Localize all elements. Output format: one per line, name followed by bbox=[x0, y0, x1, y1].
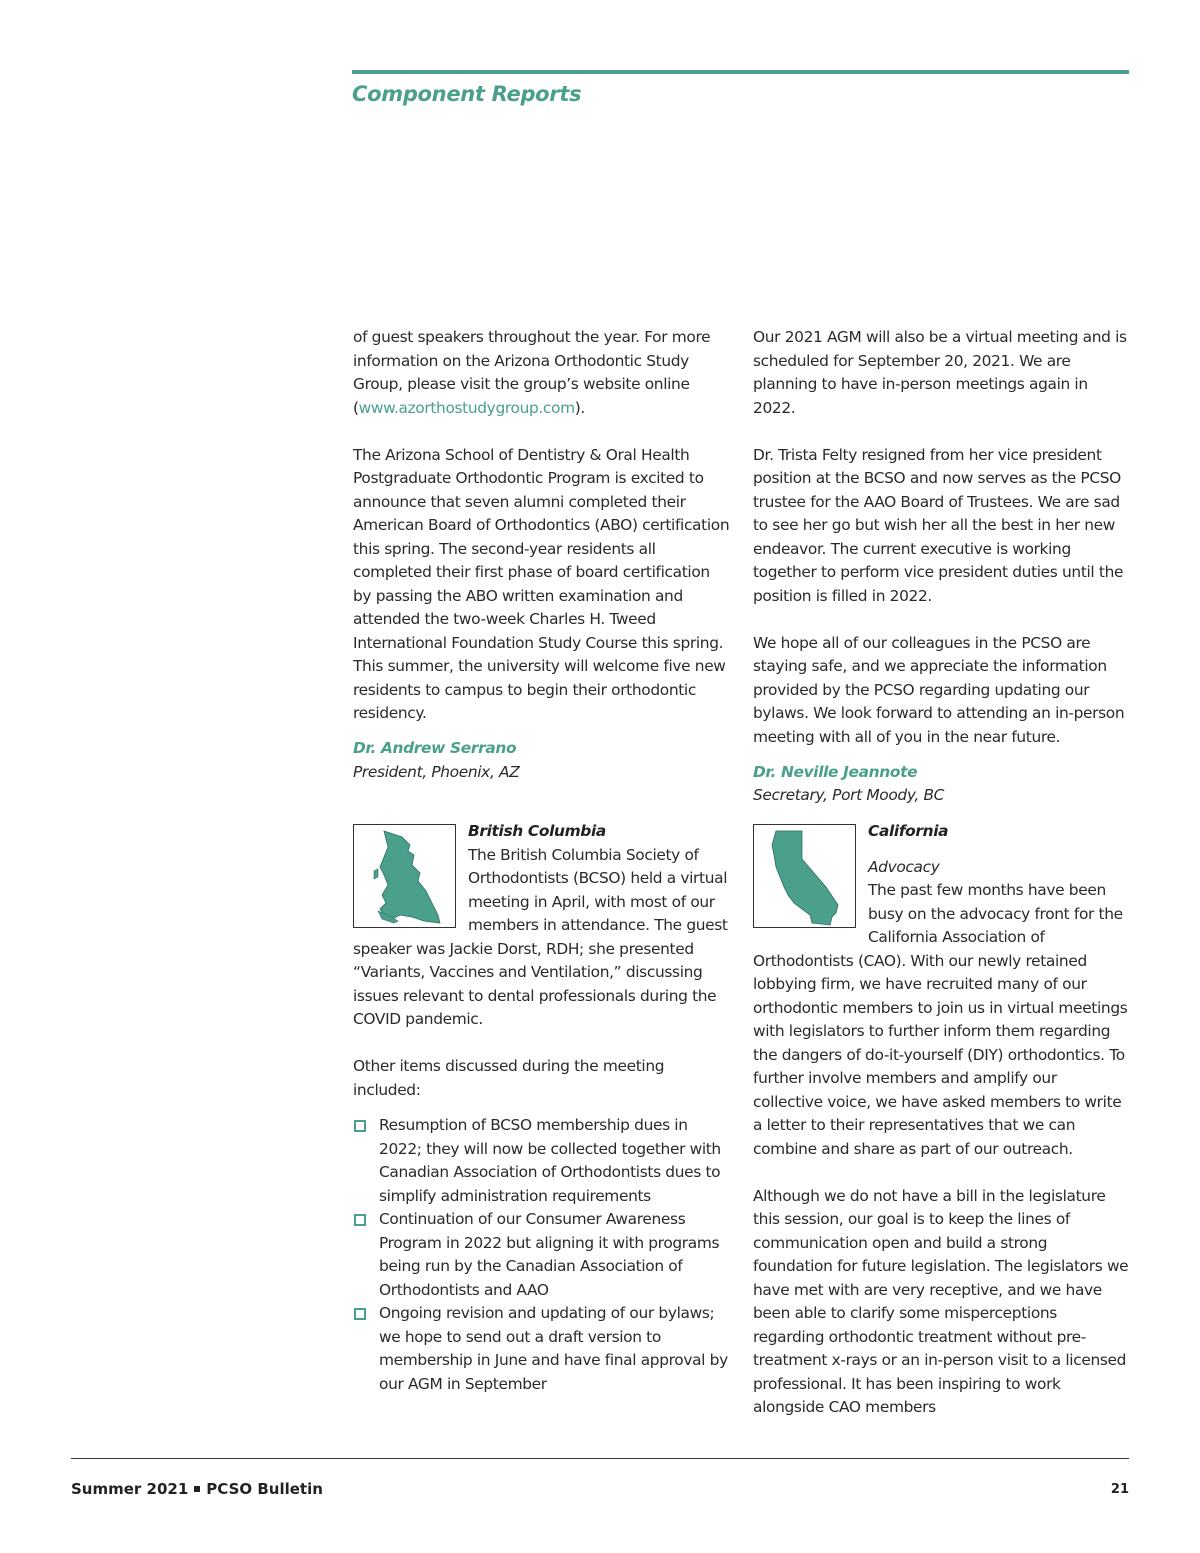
british-columbia-report bbox=[353, 820, 731, 1396]
bc-paragraph-2: Dr. Trista Felty resigned from her vice president position at the BCSO and now serves as the PCSO trustee for the AAO Board of Trustees. We are sad to see her go but wish her all the best in her new endeavor. The current executive is working together to perform vice president duties until the position is filled in 2022. bbox=[753, 445, 1124, 605]
section-title: Component Reports bbox=[352, 82, 582, 106]
california-report bbox=[753, 820, 1131, 1443]
study-group-link[interactable]: www.azorthostudygroup.com bbox=[358, 398, 575, 417]
california-paragraph-2: Although we do not have a bill in the legislature this session, our goal is to keep the lines of communication open and build a strong foundation for future legislation. The legislators we have met with are very receptive, and we have been able to clarify some misperceptions regarding orthodontic treatment without pre-treatment x-rays or an in-person visit to a licensed professional. It has been inspiring to work alongside CAO members bbox=[753, 1186, 1129, 1416]
list-item: Ongoing revision and updating of our bylaws; we hope to send out a draft version to membership in June and have final approval by our AGM in September bbox=[353, 1302, 731, 1396]
bc-report-paragraph-1: The British Columbia Society of Orthodontists (BCSO) held a virtual meeting in April, with most of our members in attendance. The guest speaker was Jackie Dorst, RDH; she presented “Variants, Vaccines and Ventilation,” discussing issues relevant to dental professionals during the COVID pandemic. bbox=[353, 845, 728, 1028]
arizona-paragraph-2: The Arizona School of Dentistry & Oral Health Postgraduate Orthodontic Program is excited to announce that seven alumni completed their American Board of Orthodontics (ABO) certification this spring. The second-year residents all completed their first phase of board certification by passing the ABO written examination and attended the two-week Charles H. Tweed International Foundation Study Course this spring. This summer, the university will welcome five new residents to campus to begin their orthodontic residency. bbox=[353, 445, 730, 722]
california-paragraph-1: The past few months have been busy on the advocacy front for the California Association of Orthodontists (CAO). With our newly retained lobbying firm, we have recruited many of our orthodontic members to join us in virtual meetings with legislators to further inform them regarding the dangers of do-it-yourself (DIY) orthodontics. To further involve members and amplify our collective voice, we have asked members to write a letter to their representatives that we can combine and share as part of our outreach. bbox=[753, 881, 1128, 1158]
california-map bbox=[753, 824, 856, 928]
signature-title: Secretary, Port Moody, BC bbox=[753, 786, 945, 804]
arizona-continuation bbox=[353, 326, 731, 784]
footer-publication bbox=[71, 1480, 323, 1498]
bc-continuation bbox=[753, 326, 1131, 808]
california-map-icon bbox=[754, 825, 855, 927]
signature-title: President, Phoenix, AZ bbox=[353, 762, 520, 781]
british-columbia-map-icon bbox=[354, 825, 455, 927]
square-bullet-icon bbox=[354, 1214, 366, 1226]
bc-report-paragraph-2: Other items discussed during the meeting included: bbox=[353, 1057, 665, 1099]
signature-name: Dr. Andrew Serrano bbox=[353, 739, 517, 757]
header-rule bbox=[352, 70, 1129, 74]
footer-rule bbox=[71, 1458, 1129, 1459]
advocacy-subheading: Advocacy bbox=[868, 857, 940, 876]
square-bullet-icon bbox=[354, 1120, 366, 1132]
bc-paragraph-3: We hope all of our colleagues in the PCSO are staying safe, and we appreciate the information provided by the PCSO regarding updating our bylaws. We look forward to attending an in-person meeting with all of you in the near future. bbox=[753, 633, 1125, 746]
square-separator-icon bbox=[194, 1486, 200, 1492]
bc-discussion-list bbox=[353, 1114, 731, 1396]
signature-name: Dr. Neville Jeannote bbox=[753, 762, 918, 781]
list-item: Resumption of BCSO membership dues in 2022; they will now be collected together with Canadian Association of Orthodontists dues to simplify administration requirements bbox=[353, 1114, 731, 1208]
bc-paragraph-1: Our 2021 AGM will also be a virtual meeting and is scheduled for September 20, 2021. We are planning to have in-person meetings again in 2022. bbox=[753, 328, 1127, 417]
arizona-paragraph-1: of guest speakers throughout the year. For more information on the Arizona Orthodontic Study Group, please visit the group’s website online (www.azorthostudygroup.com). bbox=[353, 328, 711, 417]
arizona-signature bbox=[353, 737, 731, 784]
square-bullet-icon bbox=[354, 1308, 366, 1320]
page-number: 21 bbox=[1110, 1482, 1129, 1497]
list-item: Continuation of our Consumer Awareness Program in 2022 but aligning it with programs being run by the Canadian Association of Orthodontists and AAO bbox=[353, 1208, 731, 1302]
british-columbia-map bbox=[353, 824, 456, 928]
british-columbia-heading: British Columbia bbox=[468, 822, 606, 840]
california-heading: California bbox=[868, 822, 949, 840]
bc-signature bbox=[753, 761, 1131, 808]
footer-issue: Summer 2021 bbox=[71, 1480, 189, 1498]
footer-title: PCSO Bulletin bbox=[206, 1480, 323, 1498]
